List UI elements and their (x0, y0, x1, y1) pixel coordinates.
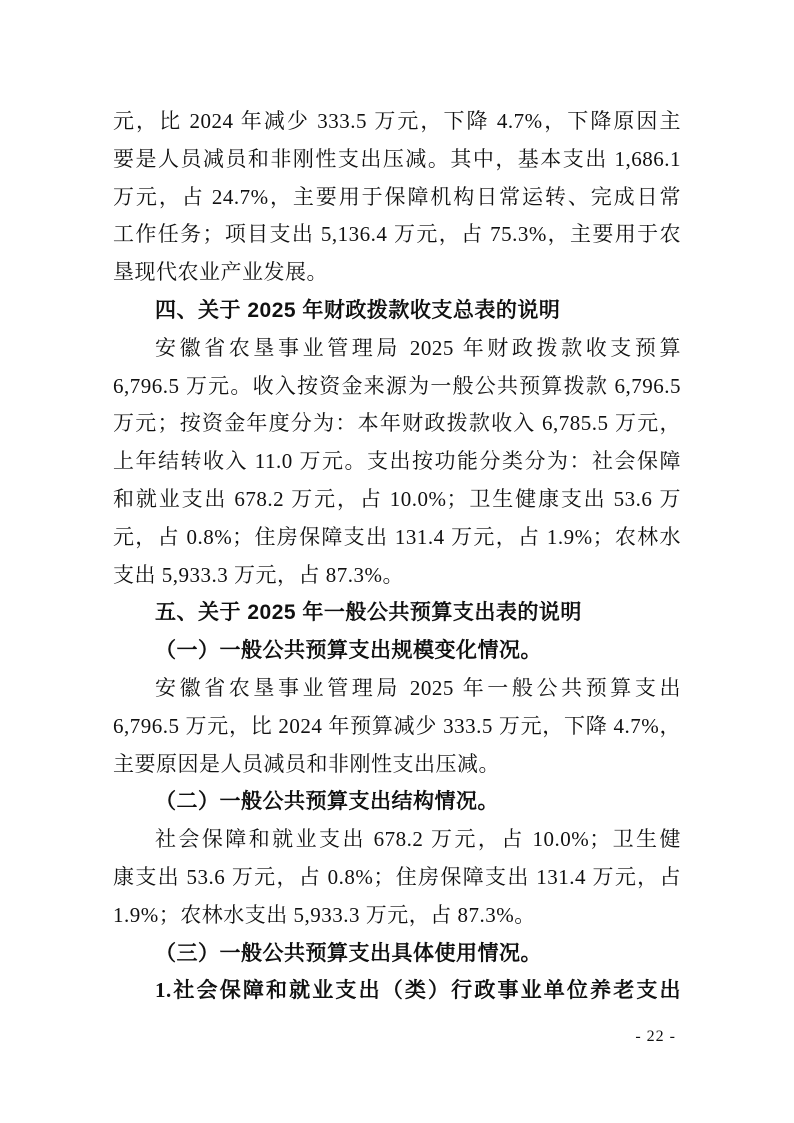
text-line: 元，占 0.8%；住房保障支出 131.4 万元，占 1.9%；农林水 (113, 524, 681, 549)
page-body (113, 103, 681, 1010)
text-line: 工作任务；项目支出 5,136.4 万元，占 75.3%，主要用于农 (113, 222, 681, 247)
text-line: 安徽省农垦事业管理局 2025 年财政拨款收支预算 (155, 335, 681, 360)
text-line: 垦现代农业产业发展。 (113, 260, 328, 285)
text-line: 要是人员减员和非刚性支出压减。其中，基本支出 1,686.1 (113, 146, 681, 171)
text-line: 万元；按资金年度分为：本年财政拨款收入 6,785.5 万元， (113, 411, 681, 436)
page-number: - 22 - (635, 1028, 676, 1045)
text-line: （二）一般公共预算支出结构情况。 (155, 789, 499, 814)
text-line: 1.9%；农林水支出 5,933.3 万元，占 87.3%。 (113, 902, 536, 927)
text-line: 和就业支出 678.2 万元，占 10.0%；卫生健康支出 53.6 万 (113, 486, 681, 511)
text-line: （一）一般公共预算支出规模变化情况。 (155, 638, 542, 663)
text-line: 1.社会保障和就业支出（类）行政事业单位养老支出 (155, 978, 681, 1003)
text-line: 万元，占 24.7%，主要用于保障机构日常运转、完成日常 (113, 184, 681, 209)
text-line: 社会保障和就业支出 678.2 万元，占 10.0%；卫生健 (155, 827, 681, 852)
text-line: 支出 5,933.3 万元，占 87.3%。 (113, 562, 404, 587)
text-line: 安徽省农垦事业管理局 2025 年一般公共预算支出 (155, 675, 681, 700)
text-line: 五、关于 2025 年一般公共预算支出表的说明 (155, 601, 582, 625)
text-line: 元，比 2024 年减少 333.5 万元，下降 4.7%，下降原因主 (113, 109, 681, 133)
text-line: （三）一般公共预算支出具体使用情况。 (155, 940, 542, 965)
text-line: 四、关于 2025 年财政拨款收支总表的说明 (155, 298, 561, 322)
text-line: 上年结转收入 11.0 万元。支出按功能分类分为：社会保障 (113, 449, 681, 474)
text-line: 主要原因是人员减员和非刚性支出压减。 (113, 751, 500, 776)
text-line: 康支出 53.6 万元，占 0.8%；住房保障支出 131.4 万元，占 (113, 864, 681, 889)
text-line: 6,796.5 万元。收入按资金来源为一般公共预算拨款 6,796.5 (113, 373, 681, 398)
text-line: 6,796.5 万元，比 2024 年预算减少 333.5 万元，下降 4.7%， (113, 713, 681, 738)
